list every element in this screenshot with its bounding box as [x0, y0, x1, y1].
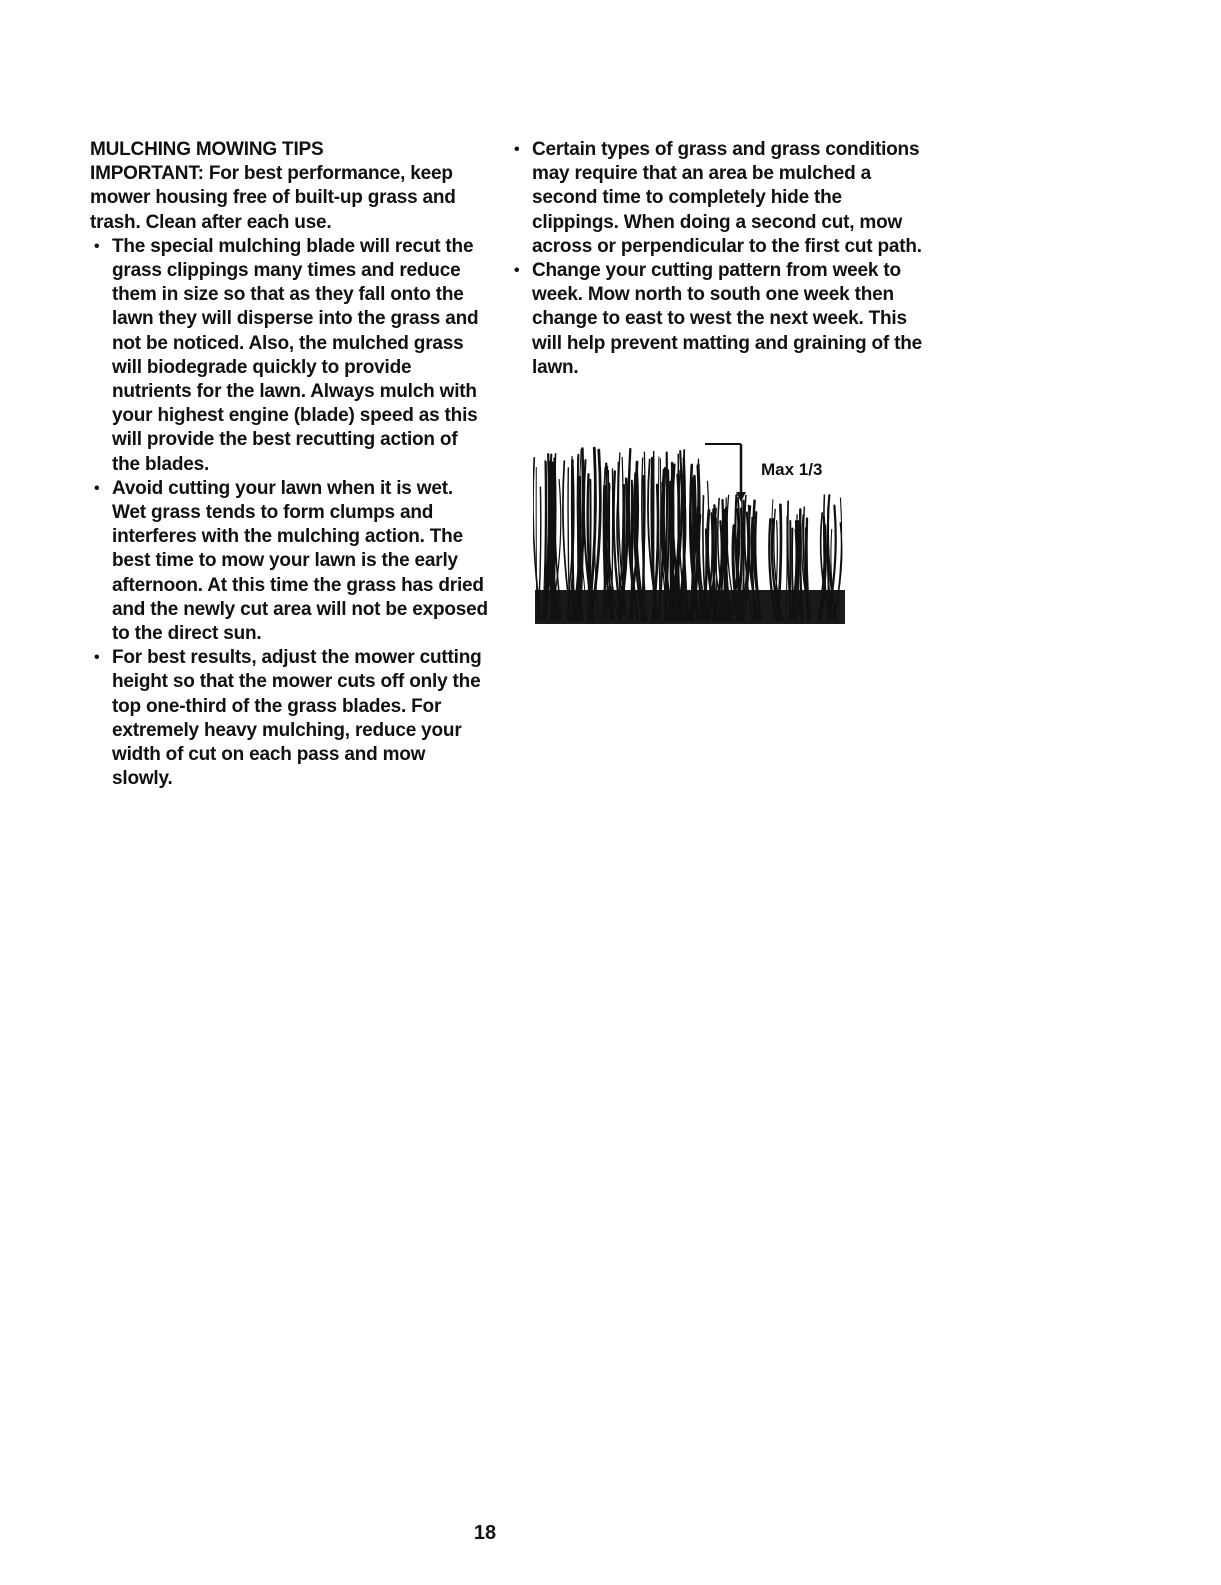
list-item: • For best results, adjust the mower cutting height so that the mower cuts off only the top one-third of the grass blades. For extremely heavy mulching, reduce your width of cut on each pass and mow slowly. [90, 646, 490, 791]
left-column [90, 138, 490, 791]
page-number: 18 [473, 1522, 497, 1544]
important-text: For best performance, keep mower housing free of built-up grass and trash. Clean after each use. [90, 163, 456, 233]
section-heading: MULCHING MOWING TIPS [90, 139, 324, 160]
left-bullet-list [90, 235, 490, 792]
list-item: • The special mulching blade will recut the grass clippings many times and reduce them in size so that as they fall onto the lawn they will disperse into the grass and not be noticed. Also, the mulched grass will biodegrade quickly to provide nutrients for the lawn. Always mulch with your highest engine (blade) speed as this will provide the best recutting action of the blades. [90, 235, 490, 477]
important-label: IMPORTANT: [90, 163, 204, 185]
list-item: • Change your cutting pattern from week to week. Mow north to south one week then change to east to west the next week. This will help prevent matting and graining of the lawn. [510, 259, 930, 380]
max-cut-label: Max 1/3 [758, 460, 825, 480]
grass-figure [533, 440, 853, 626]
right-column [510, 138, 930, 380]
right-bullet-list [510, 138, 930, 380]
list-item: • Certain types of grass and grass conditions may require that an area be mulched a second time to completely hide the clippings. When doing a second cut, mow across or perpendicular to the first cut path. [510, 138, 930, 259]
important-note [90, 162, 490, 235]
list-item: • Avoid cutting your lawn when it is wet. Wet grass tends to form clumps and interferes with the mulching action. The best time to mow your lawn is the early afternoon. At this time the grass has dried and the newly cut area will not be exposed to the direct sun. [90, 477, 490, 646]
